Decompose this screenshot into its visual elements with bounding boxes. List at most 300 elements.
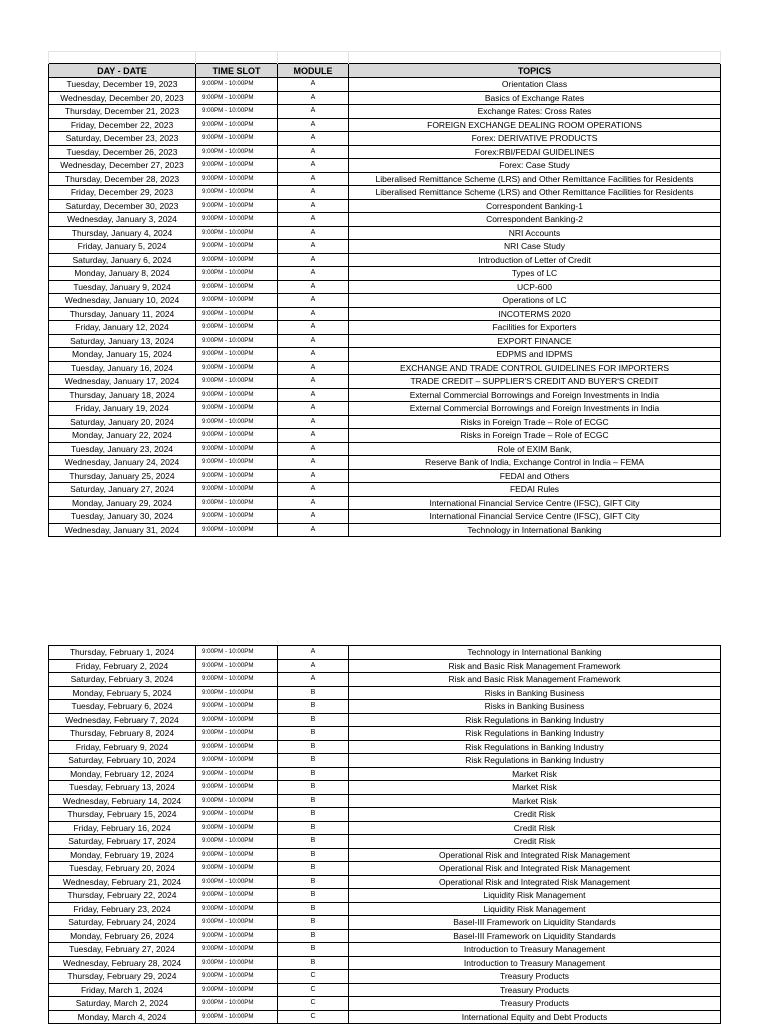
topic-cell: FEDAI and Others bbox=[349, 469, 721, 483]
module-cell: A bbox=[278, 402, 349, 416]
module-cell: B bbox=[278, 727, 349, 741]
table-row bbox=[49, 199, 721, 213]
module-cell: B bbox=[278, 956, 349, 970]
table-row bbox=[49, 159, 721, 173]
topic-cell: Risks in Banking Business bbox=[349, 700, 721, 714]
topic-cell: External Commercial Borrowings and Foreign Investments in India bbox=[349, 402, 721, 416]
time-slot-cell: 9:00PM - 10:00PM bbox=[196, 997, 278, 1011]
topic-cell: Orientation Class bbox=[349, 78, 721, 92]
time-slot-cell: 9:00PM - 10:00PM bbox=[196, 835, 278, 849]
module-cell: A bbox=[278, 145, 349, 159]
table-row bbox=[49, 294, 721, 308]
table-row bbox=[49, 91, 721, 105]
module-cell: A bbox=[278, 510, 349, 524]
topic-cell: Technology in International Banking bbox=[349, 646, 721, 660]
topic-cell: Basel-III Framework on Liquidity Standards bbox=[349, 929, 721, 943]
module-cell: A bbox=[278, 429, 349, 443]
time-slot-cell: 9:00PM - 10:00PM bbox=[196, 456, 278, 470]
module-cell: B bbox=[278, 848, 349, 862]
date-cell: Tuesday, February 20, 2024 bbox=[49, 862, 196, 876]
time-slot-cell: 9:00PM - 10:00PM bbox=[196, 916, 278, 930]
schedule-table-1 bbox=[48, 51, 721, 537]
module-cell: A bbox=[278, 348, 349, 362]
module-cell: A bbox=[278, 132, 349, 146]
date-cell: Monday, March 4, 2024 bbox=[49, 1010, 196, 1024]
module-cell: A bbox=[278, 186, 349, 200]
table-row bbox=[49, 659, 721, 673]
table-row bbox=[49, 875, 721, 889]
topic-cell: EXPORT FINANCE bbox=[349, 334, 721, 348]
topic-cell: Risks in Banking Business bbox=[349, 686, 721, 700]
time-slot-cell: 9:00PM - 10:00PM bbox=[196, 496, 278, 510]
topic-cell: Basics of Exchange Rates bbox=[349, 91, 721, 105]
table-row bbox=[49, 794, 721, 808]
topic-cell: Risks in Foreign Trade – Role of ECGC bbox=[349, 429, 721, 443]
date-cell: Saturday, December 30, 2023 bbox=[49, 199, 196, 213]
module-cell: A bbox=[278, 442, 349, 456]
module-cell: B bbox=[278, 781, 349, 795]
header-module: MODULE bbox=[278, 64, 349, 78]
module-cell: A bbox=[278, 523, 349, 537]
date-cell: Friday, January 19, 2024 bbox=[49, 402, 196, 416]
topic-cell: Facilities for Exporters bbox=[349, 321, 721, 335]
table-row bbox=[49, 808, 721, 822]
time-slot-cell: 9:00PM - 10:00PM bbox=[196, 145, 278, 159]
module-cell: A bbox=[278, 659, 349, 673]
time-slot-cell: 9:00PM - 10:00PM bbox=[196, 294, 278, 308]
table-row bbox=[49, 835, 721, 849]
module-cell: A bbox=[278, 240, 349, 254]
topic-cell: EDPMS and IDPMS bbox=[349, 348, 721, 362]
table-row bbox=[49, 767, 721, 781]
topic-cell: Market Risk bbox=[349, 767, 721, 781]
time-slot-cell: 9:00PM - 10:00PM bbox=[196, 361, 278, 375]
time-slot-cell: 9:00PM - 10:00PM bbox=[196, 442, 278, 456]
topic-cell: Reserve Bank of India, Exchange Control in India – FEMA bbox=[349, 456, 721, 470]
module-cell: A bbox=[278, 469, 349, 483]
time-slot-cell: 9:00PM - 10:00PM bbox=[196, 510, 278, 524]
time-slot-cell: 9:00PM - 10:00PM bbox=[196, 673, 278, 687]
time-slot-cell: 9:00PM - 10:00PM bbox=[196, 781, 278, 795]
table-row bbox=[49, 983, 721, 997]
time-slot-cell: 9:00PM - 10:00PM bbox=[196, 348, 278, 362]
topic-cell: Liberalised Remittance Scheme (LRS) and Other Remittance Facilities for Residents bbox=[349, 172, 721, 186]
topic-cell: Correspondent Banking-1 bbox=[349, 199, 721, 213]
module-cell: B bbox=[278, 754, 349, 768]
table-row bbox=[49, 172, 721, 186]
topic-cell: NRI Case Study bbox=[349, 240, 721, 254]
time-slot-cell: 9:00PM - 10:00PM bbox=[196, 740, 278, 754]
date-cell: Thursday, January 18, 2024 bbox=[49, 388, 196, 402]
table-row bbox=[49, 267, 721, 281]
time-slot-cell: 9:00PM - 10:00PM bbox=[196, 875, 278, 889]
topic-cell: Risk and Basic Risk Management Framework bbox=[349, 673, 721, 687]
module-cell: B bbox=[278, 700, 349, 714]
time-slot-cell: 9:00PM - 10:00PM bbox=[196, 199, 278, 213]
date-cell: Friday, January 5, 2024 bbox=[49, 240, 196, 254]
time-slot-cell: 9:00PM - 10:00PM bbox=[196, 848, 278, 862]
module-cell: A bbox=[278, 172, 349, 186]
topic-cell: Liquidity Risk Management bbox=[349, 902, 721, 916]
topic-cell: Introduction of Letter of Credit bbox=[349, 253, 721, 267]
table-row bbox=[49, 700, 721, 714]
module-cell: B bbox=[278, 740, 349, 754]
module-cell: B bbox=[278, 713, 349, 727]
date-cell: Tuesday, January 9, 2024 bbox=[49, 280, 196, 294]
topic-cell: International Equity and Debt Products bbox=[349, 1010, 721, 1024]
time-slot-cell: 9:00PM - 10:00PM bbox=[196, 159, 278, 173]
module-cell: A bbox=[278, 496, 349, 510]
date-cell: Friday, February 23, 2024 bbox=[49, 902, 196, 916]
table-row bbox=[49, 496, 721, 510]
date-cell: Tuesday, January 23, 2024 bbox=[49, 442, 196, 456]
module-cell: A bbox=[278, 388, 349, 402]
module-cell: B bbox=[278, 916, 349, 930]
time-slot-cell: 9:00PM - 10:00PM bbox=[196, 983, 278, 997]
time-slot-cell: 9:00PM - 10:00PM bbox=[196, 713, 278, 727]
module-cell: A bbox=[278, 673, 349, 687]
topic-cell: Risk Regulations in Banking Industry bbox=[349, 754, 721, 768]
date-cell: Monday, February 5, 2024 bbox=[49, 686, 196, 700]
module-cell: B bbox=[278, 902, 349, 916]
topic-cell: Credit Risk bbox=[349, 821, 721, 835]
table-row bbox=[49, 943, 721, 957]
table-row bbox=[49, 754, 721, 768]
table-row bbox=[49, 523, 721, 537]
date-cell: Tuesday, February 13, 2024 bbox=[49, 781, 196, 795]
module-cell: B bbox=[278, 929, 349, 943]
table-row bbox=[49, 388, 721, 402]
spacer-row bbox=[49, 52, 721, 64]
date-cell: Monday, January 22, 2024 bbox=[49, 429, 196, 443]
date-cell: Saturday, February 17, 2024 bbox=[49, 835, 196, 849]
time-slot-cell: 9:00PM - 10:00PM bbox=[196, 172, 278, 186]
date-cell: Friday, February 16, 2024 bbox=[49, 821, 196, 835]
topic-cell: Introduction to Treasury Management bbox=[349, 943, 721, 957]
table-row bbox=[49, 686, 721, 700]
date-cell: Friday, December 29, 2023 bbox=[49, 186, 196, 200]
table-row bbox=[49, 889, 721, 903]
time-slot-cell: 9:00PM - 10:00PM bbox=[196, 902, 278, 916]
table-row bbox=[49, 321, 721, 335]
time-slot-cell: 9:00PM - 10:00PM bbox=[196, 956, 278, 970]
time-slot-cell: 9:00PM - 10:00PM bbox=[196, 808, 278, 822]
topic-cell: Credit Risk bbox=[349, 808, 721, 822]
module-cell: A bbox=[278, 415, 349, 429]
schedule-body-2 bbox=[49, 646, 721, 1024]
table-row bbox=[49, 78, 721, 92]
module-cell: A bbox=[278, 78, 349, 92]
module-cell: B bbox=[278, 889, 349, 903]
time-slot-cell: 9:00PM - 10:00PM bbox=[196, 226, 278, 240]
table-row bbox=[49, 916, 721, 930]
module-cell: A bbox=[278, 361, 349, 375]
topic-cell: Forex: Case Study bbox=[349, 159, 721, 173]
module-cell: A bbox=[278, 199, 349, 213]
time-slot-cell: 9:00PM - 10:00PM bbox=[196, 1010, 278, 1024]
date-cell: Monday, January 29, 2024 bbox=[49, 496, 196, 510]
date-cell: Monday, February 19, 2024 bbox=[49, 848, 196, 862]
date-cell: Saturday, February 3, 2024 bbox=[49, 673, 196, 687]
topic-cell: Treasury Products bbox=[349, 970, 721, 984]
module-cell: A bbox=[278, 334, 349, 348]
table-row bbox=[49, 348, 721, 362]
table-row bbox=[49, 456, 721, 470]
topic-cell: Risk Regulations in Banking Industry bbox=[349, 713, 721, 727]
time-slot-cell: 9:00PM - 10:00PM bbox=[196, 307, 278, 321]
time-slot-cell: 9:00PM - 10:00PM bbox=[196, 767, 278, 781]
date-cell: Tuesday, February 27, 2024 bbox=[49, 943, 196, 957]
header-row bbox=[49, 64, 721, 78]
header-day-date: DAY - DATE bbox=[49, 64, 196, 78]
table-row bbox=[49, 483, 721, 497]
time-slot-cell: 9:00PM - 10:00PM bbox=[196, 388, 278, 402]
module-cell: A bbox=[278, 646, 349, 660]
topic-cell: EXCHANGE AND TRADE CONTROL GUIDELINES FOR IMPORTERS bbox=[349, 361, 721, 375]
time-slot-cell: 9:00PM - 10:00PM bbox=[196, 483, 278, 497]
module-cell: A bbox=[278, 118, 349, 132]
time-slot-cell: 9:00PM - 10:00PM bbox=[196, 943, 278, 957]
table-row bbox=[49, 740, 721, 754]
module-cell: A bbox=[278, 280, 349, 294]
module-cell: B bbox=[278, 808, 349, 822]
topic-cell: Credit Risk bbox=[349, 835, 721, 849]
table-row bbox=[49, 132, 721, 146]
topic-cell: FEDAI Rules bbox=[349, 483, 721, 497]
date-cell: Wednesday, January 24, 2024 bbox=[49, 456, 196, 470]
time-slot-cell: 9:00PM - 10:00PM bbox=[196, 91, 278, 105]
date-cell: Friday, December 22, 2023 bbox=[49, 118, 196, 132]
date-cell: Tuesday, December 19, 2023 bbox=[49, 78, 196, 92]
date-cell: Thursday, January 25, 2024 bbox=[49, 469, 196, 483]
table-row bbox=[49, 781, 721, 795]
module-cell: C bbox=[278, 970, 349, 984]
time-slot-cell: 9:00PM - 10:00PM bbox=[196, 334, 278, 348]
topic-cell: Liquidity Risk Management bbox=[349, 889, 721, 903]
date-cell: Friday, February 2, 2024 bbox=[49, 659, 196, 673]
topic-cell: Market Risk bbox=[349, 781, 721, 795]
schedule-table-2 bbox=[48, 645, 721, 1024]
topic-cell: UCP-600 bbox=[349, 280, 721, 294]
table-row bbox=[49, 253, 721, 267]
time-slot-cell: 9:00PM - 10:00PM bbox=[196, 821, 278, 835]
time-slot-cell: 9:00PM - 10:00PM bbox=[196, 659, 278, 673]
topic-cell: International Financial Service Centre (IFSC), GIFT City bbox=[349, 496, 721, 510]
time-slot-cell: 9:00PM - 10:00PM bbox=[196, 402, 278, 416]
table-row bbox=[49, 848, 721, 862]
time-slot-cell: 9:00PM - 10:00PM bbox=[196, 78, 278, 92]
topic-cell: Exchange Rates: Cross Rates bbox=[349, 105, 721, 119]
date-cell: Thursday, February 22, 2024 bbox=[49, 889, 196, 903]
table-row bbox=[49, 118, 721, 132]
date-cell: Thursday, February 1, 2024 bbox=[49, 646, 196, 660]
header-topics: TOPICS bbox=[349, 64, 721, 78]
date-cell: Wednesday, February 14, 2024 bbox=[49, 794, 196, 808]
table-row bbox=[49, 997, 721, 1011]
topic-cell: External Commercial Borrowings and Foreign Investments in India bbox=[349, 388, 721, 402]
topic-cell: Forex: DERIVATIVE PRODUCTS bbox=[349, 132, 721, 146]
table-row bbox=[49, 862, 721, 876]
table-row bbox=[49, 375, 721, 389]
topic-cell: Correspondent Banking-2 bbox=[349, 213, 721, 227]
date-cell: Saturday, January 13, 2024 bbox=[49, 334, 196, 348]
module-cell: A bbox=[278, 321, 349, 335]
topic-cell: Liberalised Remittance Scheme (LRS) and Other Remittance Facilities for Residents bbox=[349, 186, 721, 200]
date-cell: Saturday, December 23, 2023 bbox=[49, 132, 196, 146]
module-cell: A bbox=[278, 294, 349, 308]
module-cell: C bbox=[278, 997, 349, 1011]
time-slot-cell: 9:00PM - 10:00PM bbox=[196, 280, 278, 294]
date-cell: Monday, February 12, 2024 bbox=[49, 767, 196, 781]
topic-cell: FOREIGN EXCHANGE DEALING ROOM OPERATIONS bbox=[349, 118, 721, 132]
topic-cell: Market Risk bbox=[349, 794, 721, 808]
time-slot-cell: 9:00PM - 10:00PM bbox=[196, 794, 278, 808]
table-row bbox=[49, 713, 721, 727]
time-slot-cell: 9:00PM - 10:00PM bbox=[196, 889, 278, 903]
table-row bbox=[49, 334, 721, 348]
module-cell: A bbox=[278, 105, 349, 119]
table-row bbox=[49, 307, 721, 321]
module-cell: B bbox=[278, 943, 349, 957]
time-slot-cell: 9:00PM - 10:00PM bbox=[196, 105, 278, 119]
table-row bbox=[49, 402, 721, 416]
table-row bbox=[49, 929, 721, 943]
time-slot-cell: 9:00PM - 10:00PM bbox=[196, 754, 278, 768]
date-cell: Wednesday, December 27, 2023 bbox=[49, 159, 196, 173]
topic-cell: Treasury Products bbox=[349, 983, 721, 997]
module-cell: A bbox=[278, 307, 349, 321]
time-slot-cell: 9:00PM - 10:00PM bbox=[196, 700, 278, 714]
table-row bbox=[49, 186, 721, 200]
module-cell: A bbox=[278, 159, 349, 173]
date-cell: Thursday, February 29, 2024 bbox=[49, 970, 196, 984]
topic-cell: Treasury Products bbox=[349, 997, 721, 1011]
topic-cell: Operational Risk and Integrated Risk Management bbox=[349, 875, 721, 889]
time-slot-cell: 9:00PM - 10:00PM bbox=[196, 429, 278, 443]
date-cell: Wednesday, January 3, 2024 bbox=[49, 213, 196, 227]
module-cell: B bbox=[278, 862, 349, 876]
module-cell: B bbox=[278, 835, 349, 849]
date-cell: Friday, February 9, 2024 bbox=[49, 740, 196, 754]
time-slot-cell: 9:00PM - 10:00PM bbox=[196, 132, 278, 146]
time-slot-cell: 9:00PM - 10:00PM bbox=[196, 929, 278, 943]
date-cell: Saturday, January 6, 2024 bbox=[49, 253, 196, 267]
date-cell: Monday, January 15, 2024 bbox=[49, 348, 196, 362]
date-cell: Wednesday, February 28, 2024 bbox=[49, 956, 196, 970]
date-cell: Wednesday, December 20, 2023 bbox=[49, 91, 196, 105]
date-cell: Monday, January 8, 2024 bbox=[49, 267, 196, 281]
date-cell: Wednesday, January 10, 2024 bbox=[49, 294, 196, 308]
table-row bbox=[49, 213, 721, 227]
date-cell: Friday, March 1, 2024 bbox=[49, 983, 196, 997]
date-cell: Thursday, January 11, 2024 bbox=[49, 307, 196, 321]
time-slot-cell: 9:00PM - 10:00PM bbox=[196, 415, 278, 429]
topic-cell: Risk Regulations in Banking Industry bbox=[349, 727, 721, 741]
time-slot-cell: 9:00PM - 10:00PM bbox=[196, 862, 278, 876]
topic-cell: Risk and Basic Risk Management Framework bbox=[349, 659, 721, 673]
topic-cell: TRADE CREDIT – SUPPLIER'S CREDIT AND BUYER'S CREDIT bbox=[349, 375, 721, 389]
date-cell: Thursday, December 21, 2023 bbox=[49, 105, 196, 119]
module-cell: B bbox=[278, 686, 349, 700]
table-row bbox=[49, 442, 721, 456]
date-cell: Thursday, December 28, 2023 bbox=[49, 172, 196, 186]
module-cell: A bbox=[278, 267, 349, 281]
table-row bbox=[49, 280, 721, 294]
table-row bbox=[49, 821, 721, 835]
time-slot-cell: 9:00PM - 10:00PM bbox=[196, 213, 278, 227]
date-cell: Tuesday, January 30, 2024 bbox=[49, 510, 196, 524]
time-slot-cell: 9:00PM - 10:00PM bbox=[196, 118, 278, 132]
date-cell: Thursday, January 4, 2024 bbox=[49, 226, 196, 240]
topic-cell: Types of LC bbox=[349, 267, 721, 281]
topic-cell: INCOTERMS 2020 bbox=[349, 307, 721, 321]
time-slot-cell: 9:00PM - 10:00PM bbox=[196, 240, 278, 254]
date-cell: Tuesday, December 26, 2023 bbox=[49, 145, 196, 159]
table-row bbox=[49, 361, 721, 375]
header-time-slot: TIME SLOT bbox=[196, 64, 278, 78]
module-cell: A bbox=[278, 253, 349, 267]
module-cell: B bbox=[278, 794, 349, 808]
table-row bbox=[49, 902, 721, 916]
date-cell: Wednesday, January 17, 2024 bbox=[49, 375, 196, 389]
topic-cell: Operations of LC bbox=[349, 294, 721, 308]
topic-cell: Introduction to Treasury Management bbox=[349, 956, 721, 970]
table-row bbox=[49, 105, 721, 119]
topic-cell: Risk Regulations in Banking Industry bbox=[349, 740, 721, 754]
date-cell: Saturday, January 27, 2024 bbox=[49, 483, 196, 497]
table-row bbox=[49, 510, 721, 524]
table-row bbox=[49, 1010, 721, 1024]
module-cell: C bbox=[278, 983, 349, 997]
time-slot-cell: 9:00PM - 10:00PM bbox=[196, 375, 278, 389]
time-slot-cell: 9:00PM - 10:00PM bbox=[196, 970, 278, 984]
module-cell: B bbox=[278, 875, 349, 889]
topic-cell: Basel-III Framework on Liquidity Standards bbox=[349, 916, 721, 930]
module-cell: A bbox=[278, 91, 349, 105]
date-cell: Wednesday, February 21, 2024 bbox=[49, 875, 196, 889]
date-cell: Wednesday, February 7, 2024 bbox=[49, 713, 196, 727]
topic-cell: Role of EXIM Bank, bbox=[349, 442, 721, 456]
time-slot-cell: 9:00PM - 10:00PM bbox=[196, 267, 278, 281]
topic-cell: NRI Accounts bbox=[349, 226, 721, 240]
date-cell: Thursday, February 15, 2024 bbox=[49, 808, 196, 822]
time-slot-cell: 9:00PM - 10:00PM bbox=[196, 469, 278, 483]
table-row bbox=[49, 429, 721, 443]
date-cell: Monday, February 26, 2024 bbox=[49, 929, 196, 943]
table-row bbox=[49, 956, 721, 970]
module-cell: B bbox=[278, 767, 349, 781]
table-row bbox=[49, 646, 721, 660]
time-slot-cell: 9:00PM - 10:00PM bbox=[196, 186, 278, 200]
topic-cell: International Financial Service Centre (IFSC), GIFT City bbox=[349, 510, 721, 524]
module-cell: C bbox=[278, 1010, 349, 1024]
module-cell: A bbox=[278, 226, 349, 240]
table-row bbox=[49, 970, 721, 984]
topic-cell: Operational Risk and Integrated Risk Management bbox=[349, 862, 721, 876]
table-row bbox=[49, 673, 721, 687]
date-cell: Tuesday, February 6, 2024 bbox=[49, 700, 196, 714]
time-slot-cell: 9:00PM - 10:00PM bbox=[196, 523, 278, 537]
time-slot-cell: 9:00PM - 10:00PM bbox=[196, 646, 278, 660]
time-slot-cell: 9:00PM - 10:00PM bbox=[196, 686, 278, 700]
date-cell: Tuesday, January 16, 2024 bbox=[49, 361, 196, 375]
date-cell: Saturday, February 10, 2024 bbox=[49, 754, 196, 768]
table-row bbox=[49, 415, 721, 429]
date-cell: Thursday, February 8, 2024 bbox=[49, 727, 196, 741]
topic-cell: Forex:RBI/FEDAI GUIDELINES bbox=[349, 145, 721, 159]
topic-cell: Risks in Foreign Trade – Role of ECGC bbox=[349, 415, 721, 429]
date-cell: Wednesday, January 31, 2024 bbox=[49, 523, 196, 537]
